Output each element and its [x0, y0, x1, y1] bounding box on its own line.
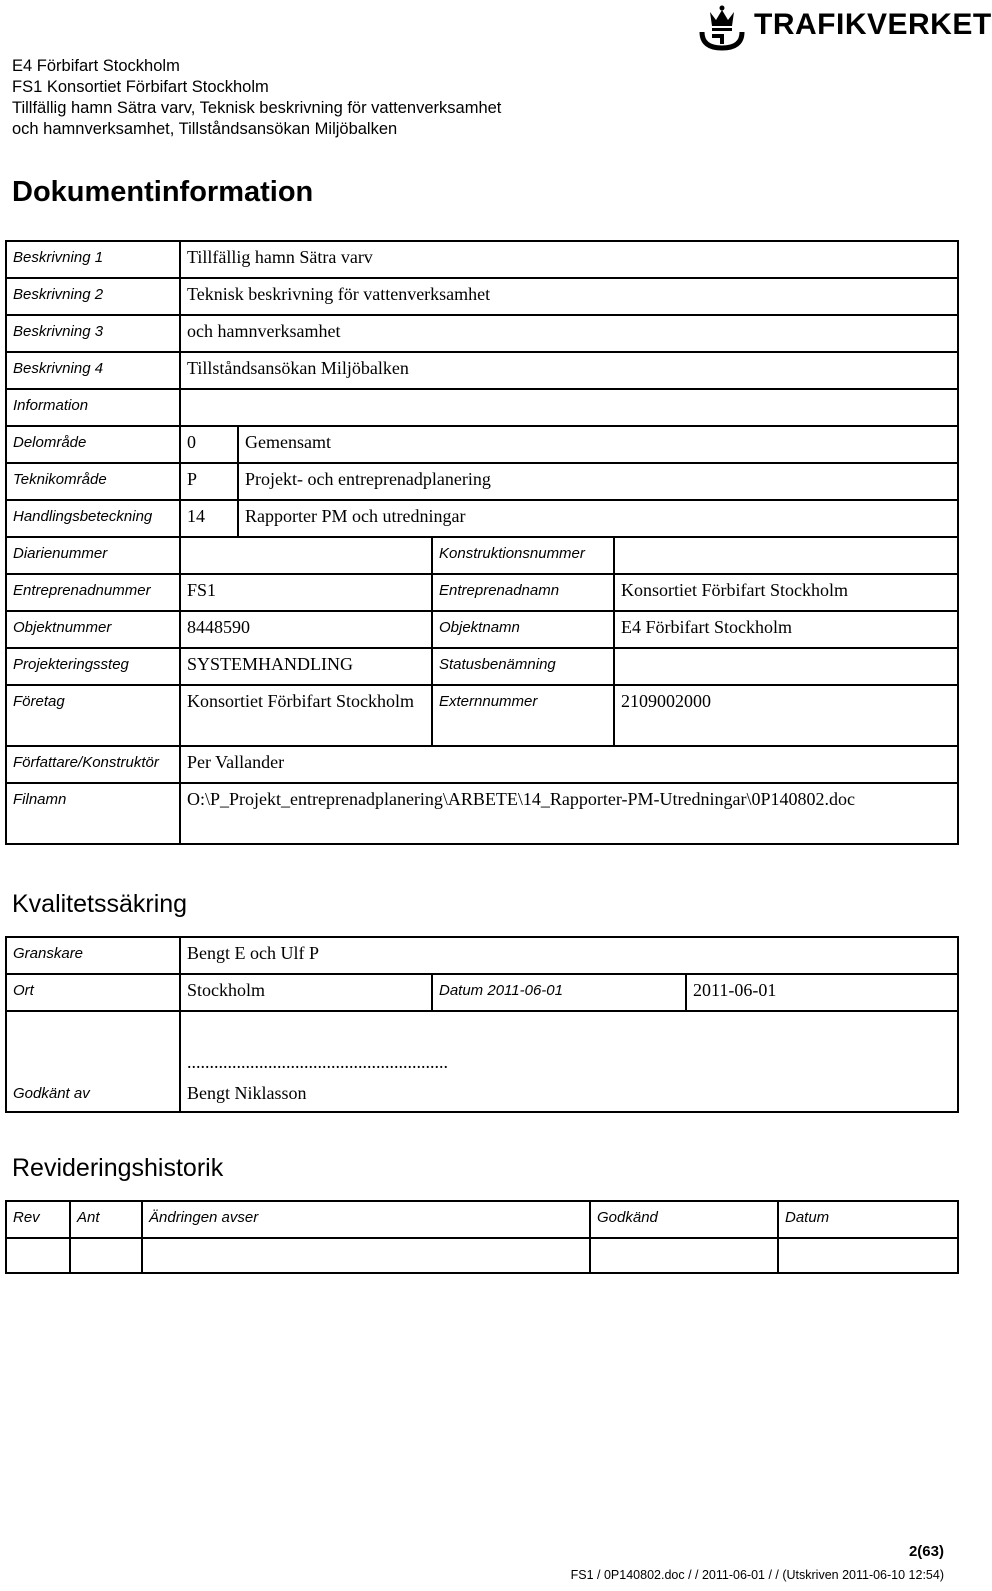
table-row — [6, 315, 958, 352]
value-information — [180, 389, 958, 426]
table-row — [6, 537, 958, 574]
code-teknikomrade: P — [180, 463, 238, 500]
document-header — [12, 56, 501, 140]
section-title-dokumentinformation: Dokumentinformation — [12, 176, 314, 208]
cell-empty — [778, 1238, 958, 1273]
crown-icon — [696, 2, 748, 52]
value-externnummer: 2109002000 — [614, 685, 958, 746]
value-filnamn: O:\P_Projekt_entreprenadplanering\ARBETE\14_Rapporter-PM-Utredningar\0P140802.doc — [180, 783, 958, 844]
value-handlingsbeteckning: Rapporter PM och utredningar — [238, 500, 958, 537]
page-number: 2(63) — [908, 1543, 944, 1560]
table-row — [6, 783, 958, 844]
value-beskrivning-1: Tillfällig hamn Sätra varv — [180, 241, 958, 278]
footer-file-info: FS1 / 0P140802.doc / / 2011-06-01 / / (Utskriven 2011-06-10 12:54) — [570, 1568, 944, 1582]
table-row — [6, 937, 958, 974]
table-row — [6, 278, 958, 315]
table-row — [6, 352, 958, 389]
value-statusbenamning — [614, 648, 958, 685]
table-row — [6, 611, 958, 648]
table-row — [6, 574, 958, 611]
label-beskrivning-2: Beskrivning 2 — [6, 278, 180, 315]
value-ort: Stockholm — [180, 974, 432, 1011]
code-handlingsbeteckning: 14 — [180, 500, 238, 537]
value-objektnamn: E4 Förbifart Stockholm — [614, 611, 958, 648]
revision-table — [5, 1200, 959, 1274]
value-teknikomrade: Projekt- och entreprenadplanering — [238, 463, 958, 500]
value-objektnummer: 8448590 — [180, 611, 432, 648]
value-granskare: Bengt E och Ulf P — [180, 937, 958, 974]
label-objektnamn: Objektnamn — [432, 611, 614, 648]
label-teknikomrade: Teknikområde — [6, 463, 180, 500]
table-row — [6, 500, 958, 537]
cell-empty — [590, 1238, 778, 1273]
section-title-kvalitetssakring: Kvalitetssäkring — [12, 890, 188, 918]
value-datum: 2011-06-01 — [686, 974, 958, 1011]
cell-empty — [142, 1238, 590, 1273]
value-diarienummer — [180, 537, 432, 574]
header-line-2: FS1 Konsortiet Förbifart Stockholm — [12, 78, 269, 96]
code-delomrade: 0 — [180, 426, 238, 463]
label-granskare: Granskare — [6, 937, 180, 974]
value-foretag: Konsortiet Förbifart Stockholm — [180, 685, 432, 746]
label-externnummer: Externnummer — [432, 685, 614, 746]
value-entreprenadnummer: FS1 — [180, 574, 432, 611]
value-beskrivning-3: och hamnverksamhet — [180, 315, 958, 352]
logo-wordmark: TRAFIKVERKET — [754, 8, 992, 41]
table-row — [6, 463, 958, 500]
table-row — [6, 426, 958, 463]
col-header-datum: Datum — [778, 1201, 958, 1238]
value-projekteringssteg: SYSTEMHANDLING — [180, 648, 432, 685]
label-delomrade: Delområde — [6, 426, 180, 463]
col-header-andringen-avser: Ändringen avser — [142, 1201, 590, 1238]
value-forfattare: Per Vallander — [180, 746, 958, 783]
table-row — [6, 746, 958, 783]
value-konstruktionsnummer — [614, 537, 958, 574]
document-info-table — [5, 240, 959, 845]
label-information: Information — [6, 389, 180, 426]
label-entreprenadnummer: Entreprenadnummer — [6, 574, 180, 611]
table-row — [6, 648, 958, 685]
col-header-ant: Ant — [70, 1201, 142, 1238]
label-objektnummer: Objektnummer — [6, 611, 180, 648]
table-row — [6, 1238, 958, 1273]
value-beskrivning-4: Tillståndsansökan Miljöbalken — [180, 352, 958, 389]
col-header-godkand: Godkänd — [590, 1201, 778, 1238]
label-filnamn: Filnamn — [6, 783, 180, 844]
table-row — [6, 685, 958, 746]
table-row — [6, 389, 958, 426]
value-beskrivning-2: Teknisk beskrivning för vattenverksamhet — [180, 278, 958, 315]
label-godkant-av: Godkänt av — [6, 1011, 180, 1112]
trafikverket-logo — [696, 2, 992, 52]
label-entreprenadnamn: Entreprenadnamn — [432, 574, 614, 611]
col-header-rev: Rev — [6, 1201, 70, 1238]
label-foretag: Företag — [6, 685, 180, 746]
quality-table — [5, 936, 959, 1113]
label-beskrivning-3: Beskrivning 3 — [6, 315, 180, 352]
label-beskrivning-4: Beskrivning 4 — [6, 352, 180, 389]
value-godkant-av — [180, 1011, 958, 1112]
label-projekteringssteg: Projekteringssteg — [6, 648, 180, 685]
label-statusbenamning: Statusbenämning — [432, 648, 614, 685]
cell-empty — [70, 1238, 142, 1273]
table-row — [6, 1201, 958, 1238]
table-row — [6, 241, 958, 278]
header-line-3: Tillfällig hamn Sätra varv, Teknisk beskrivning för vattenverksamhet — [12, 99, 502, 117]
label-forfattare: Författare/Konstruktör — [6, 746, 180, 783]
label-beskrivning-1: Beskrivning 1 — [6, 241, 180, 278]
table-row — [6, 1011, 958, 1112]
label-konstruktionsnummer: Konstruktionsnummer — [432, 537, 614, 574]
section-title-revideringshistorik: Revideringshistorik — [12, 1154, 224, 1182]
signature-line: .......................................................... — [187, 1052, 448, 1072]
label-ort: Ort — [6, 974, 180, 1011]
label-datum: Datum 2011-06-01 — [432, 974, 686, 1011]
header-line-1: E4 Förbifart Stockholm — [12, 57, 180, 75]
approver-name: Bengt Niklasson — [187, 1083, 307, 1103]
cell-empty — [6, 1238, 70, 1273]
header-line-4: och hamnverksamhet, Tillståndsansökan Miljöbalken — [12, 120, 398, 138]
value-delomrade: Gemensamt — [238, 426, 958, 463]
label-handlingsbeteckning: Handlingsbeteckning — [6, 500, 180, 537]
value-entreprenadnamn: Konsortiet Förbifart Stockholm — [614, 574, 958, 611]
label-diarienummer: Diarienummer — [6, 537, 180, 574]
table-row — [6, 974, 958, 1011]
